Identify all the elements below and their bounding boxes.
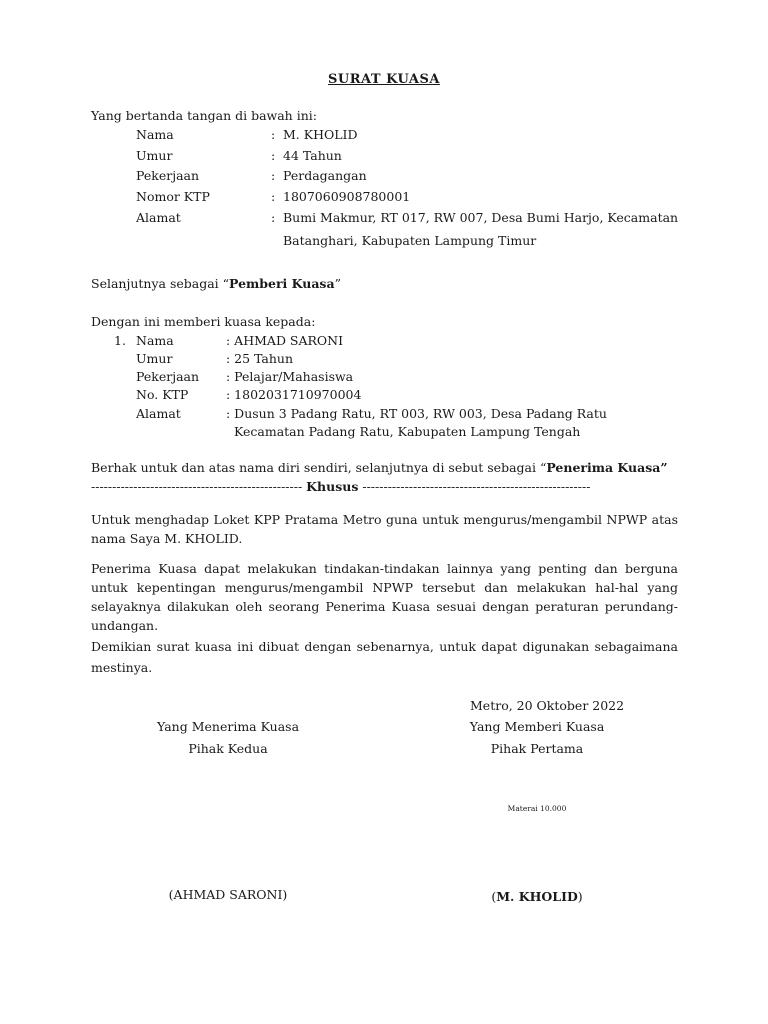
sign-right-title: Yang Memberi Kuasa: [469, 719, 605, 734]
sign-right-name: [437, 889, 637, 904]
giver-role-prefix: Selanjutnya sebagai “: [91, 276, 230, 291]
document-title: SURAT KUASA: [328, 72, 440, 87]
giver-colon: :: [271, 127, 276, 142]
receiver-value-address-line2: Kecamatan Padang Ratu, Kabupaten Lampung Tengah: [234, 424, 581, 439]
sign-left-title: Yang Menerima Kuasa: [156, 719, 300, 734]
giver-role-line: [91, 276, 341, 291]
grant-intro-text: Dengan ini memberi kuasa kepada:: [91, 314, 316, 329]
giver-value-age: 44 Tahun: [283, 148, 342, 163]
giver-label-name: Nama: [136, 127, 174, 142]
paragraph-authority: Penerima Kuasa dapat melakukan tindakan-tindakan lainnya yang penting dan berguna untuk kepentingan mengurus/mengambil NPWP tersebut dan melakukan hal-hal yang selayaknya dilakukan oleh seorang Penerima Kuasa sesuai dengan peraturan perundang-undangan.: [91, 561, 678, 633]
intro-text: Yang bertanda tangan di bawah ini:: [91, 108, 317, 123]
giver-colon: :: [271, 210, 276, 225]
place-date: Metro, 20 Oktober 2022: [470, 698, 625, 713]
sign-left-party: Pihak Kedua: [188, 741, 268, 756]
receiver-value-name: : AHMAD SARONI: [226, 333, 344, 348]
giver-value-occupation: Perdagangan: [283, 168, 367, 183]
receiver-value-age: : 25 Tahun: [226, 351, 294, 366]
paragraph-closing: Demikian surat kuasa ini dibuat dengan sebenarnya, untuk dapat digunakan sebagaimana mestinya.: [91, 639, 678, 675]
giver-value-address-line2: Batanghari, Kabupaten Lampung Timur: [283, 233, 537, 248]
khusus-dashes-left: --------------------------------------------------: [91, 479, 307, 494]
giver-value-ktp: 1807060908780001: [283, 189, 411, 204]
stamp-duty-label: Materai 10.000: [507, 804, 567, 813]
receiver-value-address: : Dusun 3 Padang Ratu, RT 003, RW 003, Desa Padang Ratu: [226, 406, 607, 421]
receiver-role-bold: Penerima Kuasa”: [546, 460, 668, 475]
sign-right-name-bold: M. KHOLID: [496, 889, 578, 904]
khusus-label: Khusus: [306, 479, 359, 494]
khusus-separator: [91, 479, 653, 494]
giver-label-occupation: Pekerjaan: [136, 168, 200, 183]
giver-role-suffix: ”: [334, 276, 341, 291]
receiver-value-ktp: : 1802031710970004: [226, 387, 362, 402]
receiver-label-address: Alamat: [136, 406, 181, 421]
paragraph-purpose: Untuk menghadap Loket KPP Pratama Metro guna untuk mengurus/mengambil NPWP atas nama Saya M. KHOLID.: [91, 512, 678, 546]
receiver-label-age: Umur: [136, 351, 173, 366]
sign-right-paren-close: ): [577, 889, 583, 904]
giver-value-name: M. KHOLID: [283, 127, 358, 142]
sign-right-party: Pihak Pertama: [490, 741, 584, 756]
giver-label-ktp: Nomor KTP: [136, 189, 210, 204]
receiver-label-name: Nama: [136, 333, 174, 348]
sign-right-paren-open: (: [491, 889, 497, 904]
giver-value-address: Bumi Makmur, RT 017, RW 007, Desa Bumi Harjo, Kecamatan: [283, 210, 679, 225]
receiver-role-line: [91, 460, 668, 475]
receiver-label-ktp: No. KTP: [136, 387, 189, 402]
giver-label-age: Umur: [136, 148, 173, 163]
receiver-number: 1.: [114, 333, 126, 348]
receiver-label-occupation: Pekerjaan: [136, 369, 200, 384]
giver-colon: :: [271, 189, 276, 204]
khusus-dashes-right: ------------------------------------------------------: [358, 479, 591, 494]
giver-label-address: Alamat: [136, 210, 181, 225]
receiver-role-prefix: Berhak untuk dan atas nama diri sendiri, selanjutnya di sebut sebagai “: [91, 460, 547, 475]
sign-left-name: (AHMAD SARONI): [168, 887, 288, 902]
giver-colon: :: [271, 168, 276, 183]
giver-role-bold: Pemberi Kuasa: [229, 276, 335, 291]
giver-colon: :: [271, 148, 276, 163]
receiver-value-occupation: : Pelajar/Mahasiswa: [226, 369, 354, 384]
